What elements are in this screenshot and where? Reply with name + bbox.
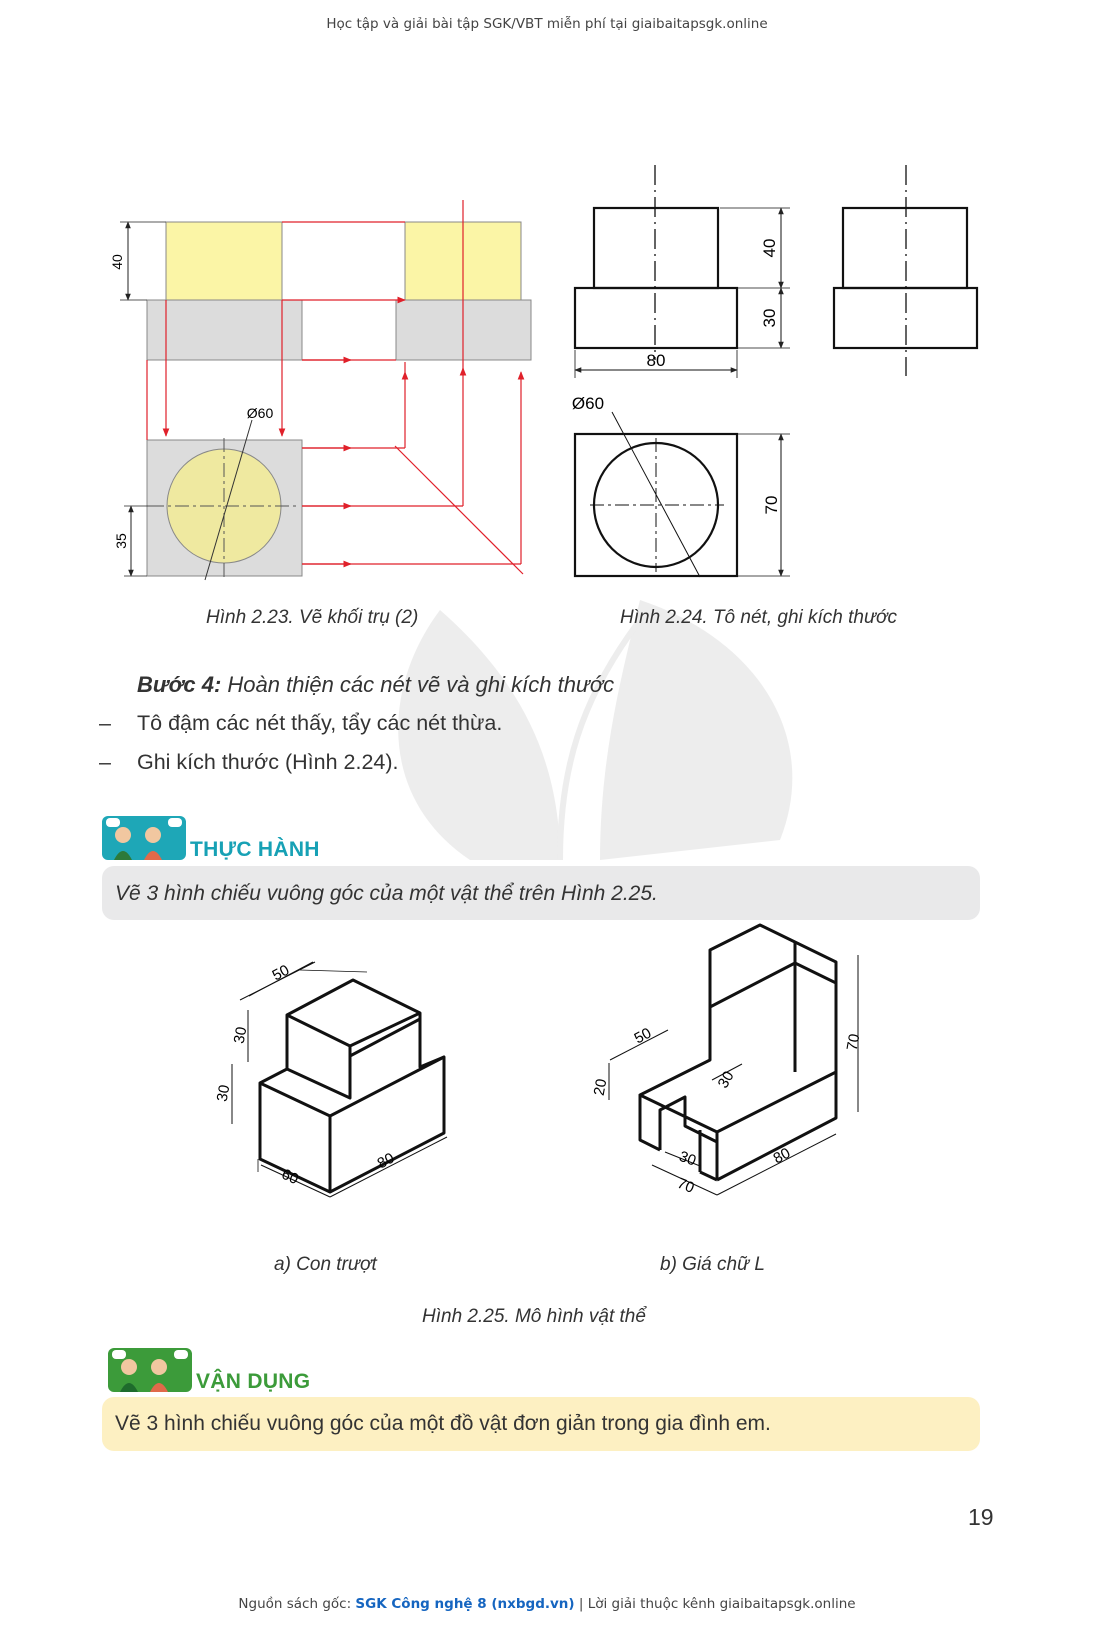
fig223-dim-d60: Ø60 — [246, 405, 274, 421]
fig225b-dim-70b: 70 — [843, 1032, 864, 1052]
fig225a-dim-30b: 30 — [213, 1083, 234, 1103]
page-footer: Nguồn sách gốc: SGK Công nghệ 8 (nxbgd.vn) | Lời giải thuộc kênh giaibaitapsgk.online — [238, 1596, 856, 1612]
fig225a-dim-80: 80 — [374, 1149, 398, 1173]
fig224-caption: Hình 2.24. Tô nét, ghi kích thước — [620, 607, 898, 628]
page-number: 19 — [968, 1504, 994, 1530]
fig224-dim-30: 30 — [760, 308, 779, 328]
fig225b-dim-70a: 70 — [674, 1174, 697, 1197]
practice-text: Vẽ 3 hình chiếu vuông góc của một vật thể trên Hình 2.25. — [115, 882, 658, 905]
step4-bullet-1: – Tô đậm các nét thấy, tẩy các nét thừa. — [99, 711, 503, 735]
fig225b-dim-50: 50 — [631, 1024, 655, 1048]
fig223-dim-35: 35 — [113, 533, 129, 549]
bullet-dash: – — [99, 750, 111, 774]
step4-bullet-2: – Ghi kích thước (Hình 2.24). — [99, 750, 399, 774]
fig223-caption: Hình 2.23. Vẽ khối trụ (2) — [206, 607, 419, 628]
step4-title-text: Hoàn thiện các nét vẽ và ghi kích thước — [221, 672, 615, 697]
fig225b-dim-30b: 30 — [676, 1147, 699, 1170]
fig224-dim-d60: Ø60 — [571, 394, 605, 413]
fig225a-dim-50: 50 — [269, 961, 293, 985]
fig224-dim-80: 80 — [646, 351, 666, 370]
practice-title: THỰC HÀNH — [190, 838, 320, 861]
step4-title-bold: Bước 4: — [137, 672, 222, 697]
apply-title: VẬN DỤNG — [196, 1370, 311, 1393]
fig225a-dim-30a: 30 — [230, 1025, 251, 1045]
apply-text: Vẽ 3 hình chiếu vuông góc của một đồ vật đơn giản trong gia đình em. — [115, 1412, 771, 1435]
fig224-dim-70: 70 — [762, 495, 781, 515]
fig225b-dim-30a: 30 — [714, 1068, 738, 1092]
bullet-dash: – — [99, 711, 111, 735]
fig224-dim-40: 40 — [760, 238, 779, 258]
fig223-dim-40: 40 — [109, 254, 125, 270]
fig225a-label: a) Con trượt — [274, 1254, 377, 1275]
fig225b-label: b) Giá chữ L — [660, 1254, 765, 1275]
fig225a-dim-60: 60 — [278, 1165, 302, 1189]
page-header: Học tập và giải bài tập SGK/VBT miễn phí tại giaibaitapsgk.online — [326, 16, 768, 32]
fig225b-dim-80: 80 — [770, 1144, 794, 1168]
fig225-caption: Hình 2.25. Mô hình vật thể — [422, 1306, 646, 1327]
footer-source-link[interactable]: SGK Công nghệ 8 (nxbgd.vn) — [355, 1596, 575, 1612]
fig225b-dim-20: 20 — [590, 1077, 611, 1097]
